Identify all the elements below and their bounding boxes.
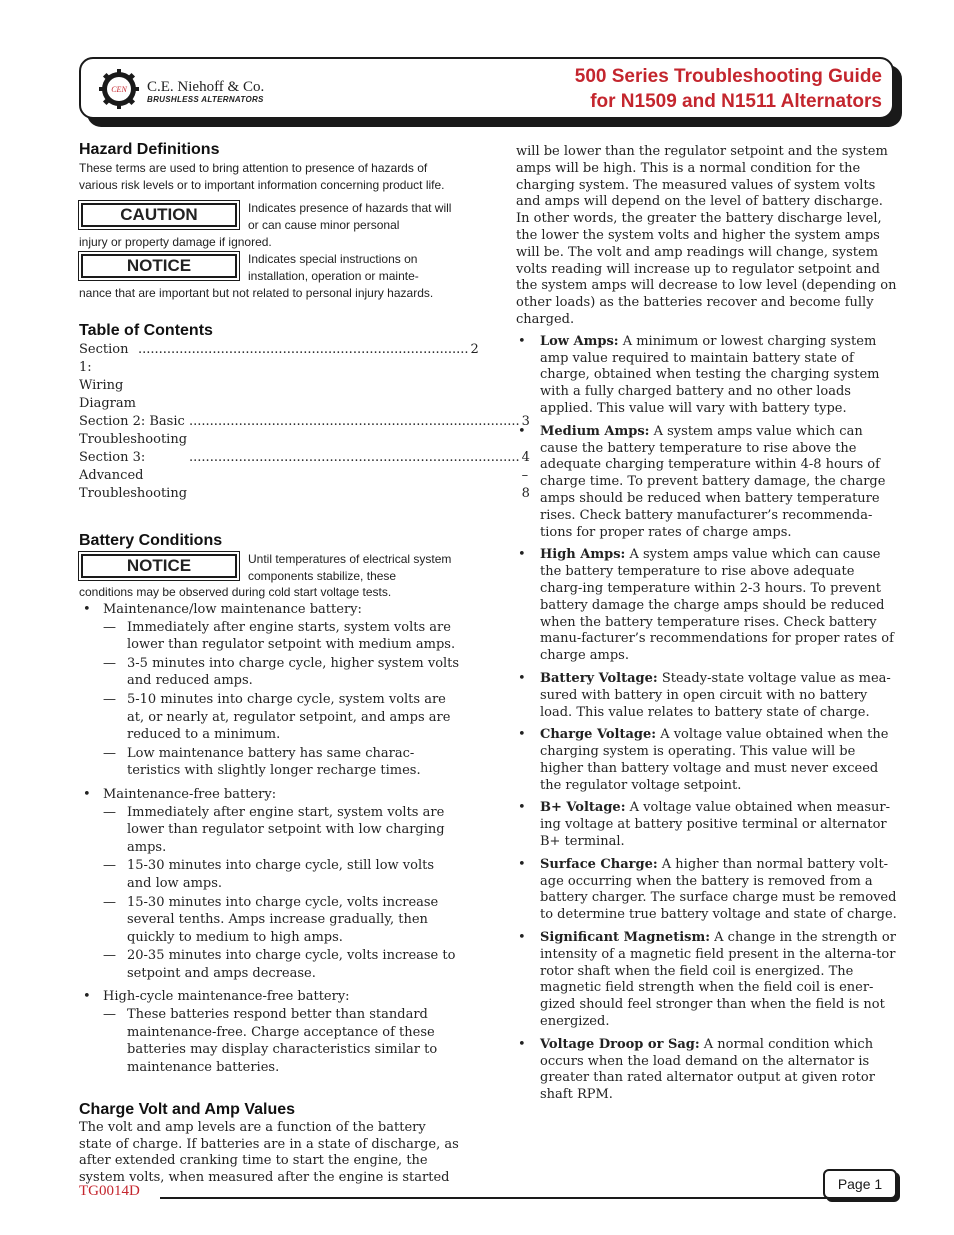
toc-label: Section 1: Wiring Diagram bbox=[79, 342, 136, 411]
definition-term: Medium Amps: bbox=[540, 423, 650, 439]
definition-term: B+ Voltage: bbox=[540, 800, 626, 816]
battery-sublist bbox=[103, 804, 461, 983]
battery-group-title: • High-cycle maintenance-free battery: bbox=[103, 989, 350, 1005]
battery-heading: Battery Conditions bbox=[79, 532, 223, 549]
toc-dots: ................................................................................ bbox=[189, 450, 520, 465]
battery-notice-block bbox=[79, 551, 461, 599]
battery-group-title: • Maintenance-free battery: bbox=[103, 786, 277, 802]
definition-text: A voltage value obtained when the charging system is operating. This value will be higher than battery voltage and must never exceed the regulator voltage setpoint. bbox=[540, 727, 889, 793]
definition-item bbox=[516, 857, 898, 924]
definition-text: A system amps value which can cause the battery temperature to rise above adequate charg-ing temperature within 2-3 hours. To prevent battery damage the charge amps should be reduced when the battery temperature rises. Check battery manu-facturer’s recommendations for proper rates of charge amps. bbox=[540, 547, 894, 664]
header-banner bbox=[79, 57, 894, 119]
list-item: — Immediately after engine start, system volts are lower than regulator setpoint with low charging amps. bbox=[103, 804, 461, 857]
battery-group-title: • Maintenance/low maintenance battery: bbox=[103, 602, 362, 617]
company-logo-icon bbox=[99, 69, 139, 109]
toc-row[interactable] bbox=[79, 341, 479, 413]
definition-text: A change in the strength or intensity of a magnetic field present in the alterna-tor rotor shaft when the field coil is energized. The magnetic field strength when the field coil is ener-gized should feel stronger than when the field is not energized. bbox=[540, 930, 896, 1030]
definition-item bbox=[516, 671, 898, 721]
toc-label: Section 2: Basic Troubleshooting bbox=[79, 414, 188, 447]
definition-term: Significant Magnetism: bbox=[540, 930, 711, 946]
toc-list bbox=[79, 341, 530, 503]
list-item bbox=[79, 601, 461, 780]
definition-text: A system amps value which can cause the battery temperature to rise above the adequate charging temperature within 4-8 hours of charge time. To prevent battery damage, the charge amps should be reduced when battery temperature rises. Check battery manufacturer’s recommenda-tions for proper rates of charge amps. bbox=[540, 423, 886, 540]
title-line-1: 500 Series Troubleshooting Guide bbox=[574, 66, 882, 87]
company-tagline: BRUSHLESS ALTERNATORS bbox=[147, 95, 264, 104]
list-item: — 3-5 minutes into charge cycle, higher system volts and reduced amps. bbox=[103, 655, 461, 690]
definition-item bbox=[516, 424, 898, 542]
page-number: Page 1 bbox=[823, 1169, 897, 1199]
list-item bbox=[79, 988, 461, 1076]
right-intro: will be lower than the regulator setpoint and the system amps will be high. This is a normal condition for the charging system. The measured values of system volts and amps will depend on the level of battery discharge. In other words, the greater the battery discharge level, the lower the system volts and higher the system amps will be. The volt and amp readings will change, system volts reading will increase up to regulator setpoint and the system amps will decrease to low level (depending on other loads) as the batteries recover and become fully charged. bbox=[516, 144, 897, 327]
list-item bbox=[79, 786, 461, 983]
footer-divider bbox=[160, 1197, 830, 1199]
definition-term: Battery Voltage: bbox=[540, 670, 658, 686]
caution-label: CAUTION bbox=[81, 203, 237, 227]
toc-row[interactable] bbox=[79, 413, 530, 449]
toc-page: 4 – 8 bbox=[521, 450, 530, 501]
definition-item bbox=[516, 800, 898, 850]
definition-term: Surface Charge: bbox=[540, 856, 658, 872]
document-title bbox=[575, 64, 882, 114]
notice-label: NOTICE bbox=[81, 254, 237, 278]
toc-page: 2 bbox=[470, 342, 479, 357]
company-name: C.E. Niehoff & Co. bbox=[147, 79, 265, 95]
definition-text: A normal condition which occurs when the load demand on the alternator is greater than rated alternator output at given rotor shaft RPM. bbox=[540, 1036, 875, 1103]
charge-text: The volt and amp levels are a function of the battery state of charge. If batteries are in a state of discharge, as after extended cranking time to start the engine, the system volts, when measured after the engine is started bbox=[79, 1120, 459, 1185]
definition-term: Low Amps: bbox=[540, 333, 619, 349]
charge-heading: Charge Volt and Amp Values bbox=[79, 1101, 296, 1119]
battery-sublist bbox=[103, 619, 461, 780]
caution-rest-text: injury or property damage if ignored. bbox=[79, 235, 272, 249]
list-item: — These batteries respond better than standard maintenance-free. Charge acceptance of these batteries may display characteristics similar to maintenance batteries. bbox=[103, 1006, 461, 1076]
toc-dots: ................................................................................ bbox=[189, 414, 520, 429]
toc-page: 3 bbox=[521, 414, 530, 429]
definition-term: Charge Voltage: bbox=[540, 727, 657, 743]
company-block bbox=[147, 79, 264, 105]
list-item: — Immediately after engine starts, system volts are lower than regulator setpoint with medium amps. bbox=[103, 619, 461, 654]
right-column bbox=[516, 144, 898, 1110]
hazard-heading: Hazard Definitions bbox=[79, 141, 220, 158]
definition-term: High Amps: bbox=[540, 547, 626, 563]
battery-notice-side: Until temperatures of electrical system components stabilize, these bbox=[248, 552, 452, 583]
battery-sublist bbox=[103, 1006, 461, 1076]
definition-item bbox=[516, 930, 898, 1031]
toc-heading: Table of Contents bbox=[79, 322, 213, 339]
list-item: — 20-35 minutes into charge cycle, volts increase to setpoint and amps decrease. bbox=[103, 947, 461, 982]
notice-rest-text: nance that are important but not related to personal injury hazards. bbox=[79, 286, 434, 300]
definition-text: Steady-state voltage value as mea-sured with battery in open circuit with no battery load. This value relates to battery state of charge. bbox=[540, 670, 891, 720]
battery-notice-label: NOTICE bbox=[81, 554, 237, 578]
left-column bbox=[79, 140, 530, 1186]
title-line-2: for N1509 and N1511 Alternators bbox=[590, 91, 882, 112]
definition-item bbox=[516, 727, 898, 794]
list-item: — 5-10 minutes into charge cycle, system volts are at, or nearly at, regulator setpoint, and amps are reduced to a minimum. bbox=[103, 691, 461, 744]
caution-block bbox=[79, 200, 461, 251]
definition-text: A voltage value obtained when measur-ing voltage at battery positive terminal or alternator B+ terminal. bbox=[540, 800, 890, 850]
list-item: — 15-30 minutes into charge cycle, still low volts and low amps. bbox=[103, 857, 461, 892]
toc-row[interactable] bbox=[79, 449, 530, 503]
list-item: — 15-30 minutes into charge cycle, volts increase several tenths. Amps increase gradually, then quickly to medium to high amps. bbox=[103, 894, 461, 947]
battery-conditions-list bbox=[79, 601, 461, 1076]
definition-term: Voltage Droop or Sag: bbox=[540, 1036, 700, 1052]
toc-label: Section 3: Advanced Troubleshooting bbox=[79, 450, 188, 501]
toc-dots: ................................................................................ bbox=[137, 342, 469, 357]
definitions-list bbox=[516, 334, 898, 1104]
notice-block bbox=[79, 251, 461, 302]
document-code: TG0014D bbox=[79, 1183, 140, 1199]
definition-item bbox=[516, 1037, 898, 1104]
definition-text: A minimum or lowest charging system amp value required to maintain battery state of charge, obtained when testing the charging system with a fully charged battery and no other loads applied. This value will vary with battery type. bbox=[540, 333, 880, 416]
header-box bbox=[79, 57, 894, 119]
list-item: — Low maintenance battery has same charac-teristics with slightly longer recharge times. bbox=[103, 745, 461, 780]
caution-side-text: Indicates presence of hazards that will or can cause minor personal bbox=[248, 201, 452, 232]
battery-notice-rest: conditions may be observed during cold start voltage tests. bbox=[79, 585, 392, 599]
svg-text:CEN: CEN bbox=[111, 85, 127, 94]
definition-item bbox=[516, 547, 898, 665]
notice-side-text: Indicates special instructions on installation, operation or mainte- bbox=[248, 252, 419, 283]
hazard-intro: These terms are used to bring attention to presence of hazards of various risk levels or to important information concerning product life. bbox=[79, 161, 445, 192]
definition-item bbox=[516, 334, 898, 418]
definition-text: A higher than normal battery volt-age occurring when the battery is removed from a battery charger. The surface charge must be removed to determine true battery voltage and state of charge. bbox=[540, 856, 897, 923]
